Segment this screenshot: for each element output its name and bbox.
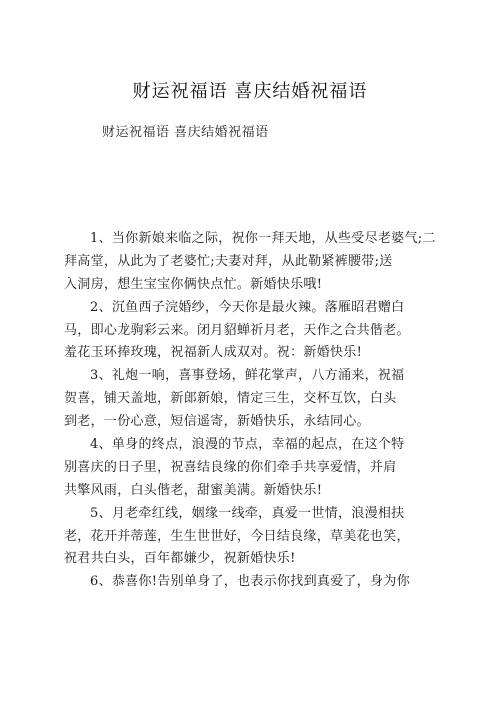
paragraph-4-line-1: 4、单身的终点，浪漫的节点，幸福的起点，在这个特 bbox=[90, 437, 405, 453]
paragraph-4-line-3: 共擎风雨，白头偕老，甜蜜美满。新婚快乐! bbox=[64, 482, 323, 498]
paragraph-5-line-1: 5、月老牵红线，姻缘一线牵，真爱一世情，浪漫相扶 bbox=[90, 505, 405, 521]
paragraph-4-line-2: 别喜庆的日子里，祝喜结良缘的你们牵手共享爱情，并肩 bbox=[64, 459, 397, 475]
paragraph-1-line-2: 拜高堂，从此为了老婆忙;夫妻对拜，从此勒紧裤腰带;送 bbox=[64, 253, 393, 269]
paragraph-5-line-2: 老，花开并蒂莲，生生世世好，今日结良缘，草美花也笑， bbox=[64, 528, 410, 544]
paragraph-3-line-2: 贺喜，铺天盖地，新郎新娘，情定三生，交杯互饮，白头 bbox=[64, 391, 397, 407]
document-body bbox=[64, 228, 436, 594]
paragraph-1-line-1: 1、当你新娘来临之际，祝你一拜天地，从些受尽老婆气;二 bbox=[90, 231, 436, 246]
paragraph-3-line-1: 3、礼炮一响，喜事登场，鲜花掌声，八方涌来，祝福 bbox=[90, 368, 405, 384]
document-title: 财运祝福语 喜庆结婚祝福语 bbox=[132, 81, 368, 102]
paragraph-3-line-3: 到老，一份心意，短信遥寄，新婚快乐，永结同心。 bbox=[64, 414, 370, 430]
paragraph-6-line-1: 6、恭喜你!告别单身了，也表示你找到真爱了，身为你 bbox=[90, 574, 410, 590]
paragraph-2-line-3: 羞花玉环捧玫瑰，祝福新人成双对。祝：新婚快乐! bbox=[64, 345, 363, 361]
paragraph-5-line-3: 祝君共白头，百年都嫌少，祝新婚快乐! bbox=[64, 551, 296, 567]
paragraph-2-line-1: 2、沉鱼西子浣婚纱，今天你是最火辣。落雁昭君赠白 bbox=[90, 299, 405, 315]
paragraph-2-line-2: 马，即心龙驹彩云来。闭月貂蝉祈月老，天作之合共偕老。 bbox=[64, 322, 410, 338]
document-subtitle: 财运祝福语 喜庆结婚祝福语 bbox=[102, 125, 269, 140]
paragraph-1-line-3: 入洞房，想生宝宝你俩快点忙。新婚快乐哦! bbox=[64, 276, 323, 292]
